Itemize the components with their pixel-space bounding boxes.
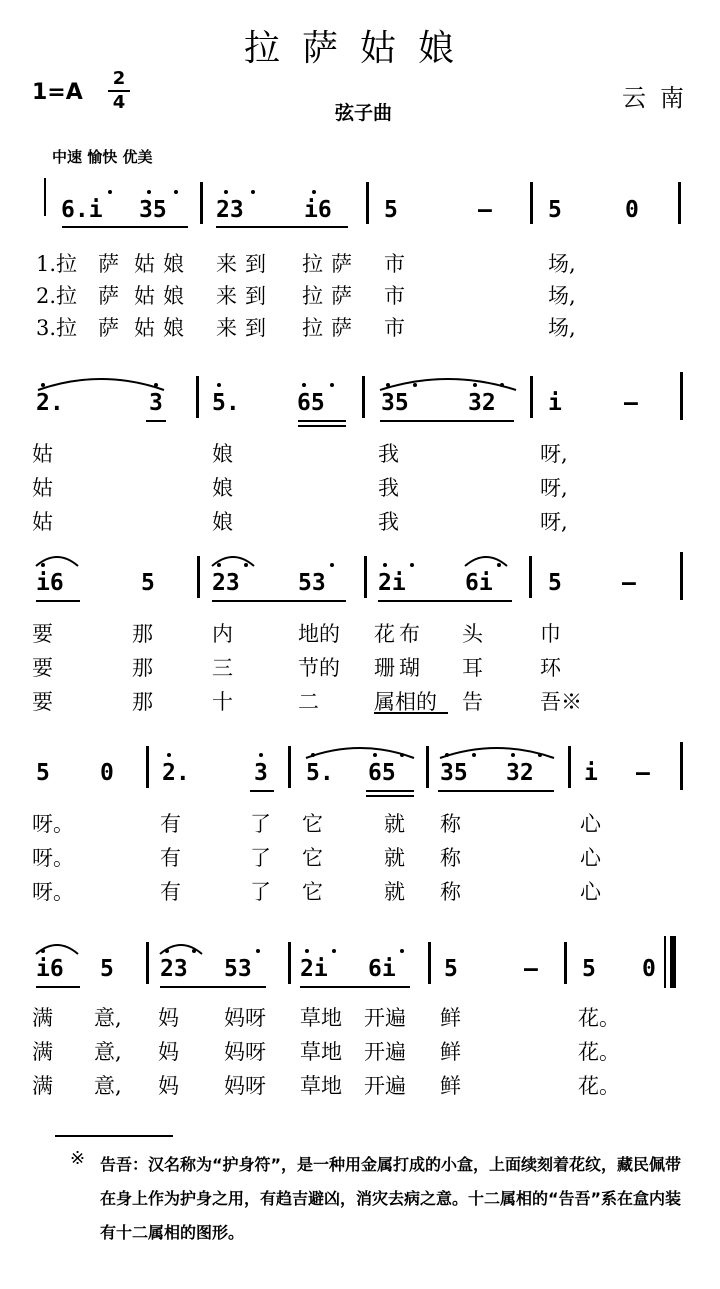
lyric: 1.拉 <box>36 252 78 276</box>
lyric: 心 <box>580 880 601 904</box>
lyric: 鲜 <box>440 1006 461 1030</box>
octave-dot <box>410 563 414 567</box>
lyric: 意, <box>94 1006 122 1030</box>
octave-dot <box>302 383 306 387</box>
slur <box>463 552 509 568</box>
lyric: 珊瑚 <box>374 656 424 680</box>
beam <box>146 420 166 422</box>
tempo-marking: 中速 愉快 优美 <box>52 148 153 166</box>
beam <box>160 986 266 988</box>
lyric: 我 <box>378 476 399 500</box>
slur <box>158 940 204 956</box>
lyric: 吾※ <box>540 690 582 714</box>
time-signature <box>108 70 130 112</box>
octave-dot <box>383 563 387 567</box>
note-group: 2i <box>300 956 328 982</box>
lyric: 来到 <box>216 284 274 308</box>
final-barline-thin <box>664 936 666 988</box>
lyric: 萨 <box>98 316 119 340</box>
final-barline-thick <box>670 936 676 988</box>
note-group: 6i <box>368 956 396 982</box>
lyric: 娘 <box>212 510 233 534</box>
lyric: 花。 <box>578 1074 620 1098</box>
beam <box>36 600 80 602</box>
note-group: 32 <box>468 390 496 416</box>
lyric: 姑 <box>32 510 53 534</box>
lyric: 了 <box>250 880 271 904</box>
slur <box>36 372 166 392</box>
footnote-text: 告吾：汉名称为“护身符”，是一种用金属打成的小盒，上面续刻着花纹，藏民佩带在身上作为护身之用，有趋吉避凶，消灾去病之意。十二属相的“告吾”系在盒内装有十二属相的图形。 <box>100 1155 682 1242</box>
octave-dot <box>41 383 45 387</box>
barline <box>530 182 533 224</box>
lyric: 妈 <box>158 1074 179 1098</box>
lyric: 呀。 <box>32 812 74 836</box>
lyric: 那 <box>132 656 153 680</box>
note-group: 65 <box>297 390 325 416</box>
lyric: 开遍 <box>364 1074 406 1098</box>
barline <box>680 742 683 790</box>
lyric: 头 <box>462 622 483 646</box>
lyric: 有 <box>160 880 181 904</box>
barline <box>426 746 429 788</box>
octave-dot <box>251 190 255 194</box>
octave-dot <box>400 753 404 757</box>
lyric: 十 <box>212 690 233 714</box>
barline <box>146 746 149 788</box>
time-signature-top: 2 <box>112 68 126 89</box>
slur <box>438 742 556 760</box>
lyric: 三 <box>212 656 233 680</box>
note: 5 <box>36 760 50 786</box>
octave-dot <box>167 753 171 757</box>
lyric: 巾 <box>540 622 561 646</box>
note-group: 35 <box>139 197 167 223</box>
lyric: 开遍 <box>364 1040 406 1064</box>
lyric: 意, <box>94 1074 122 1098</box>
footnote-rule <box>55 1135 173 1137</box>
octave-dot <box>497 563 501 567</box>
lyric-underline <box>374 712 448 714</box>
octave-dot <box>217 563 221 567</box>
note-group: 35 <box>440 760 468 786</box>
repeat-bracket <box>44 178 46 216</box>
song-title: 拉萨姑娘 <box>243 28 476 69</box>
octave-dot <box>41 949 45 953</box>
barline <box>288 746 291 788</box>
lyric: 花。 <box>578 1006 620 1030</box>
beam <box>36 986 80 988</box>
barline <box>364 556 367 598</box>
barline <box>196 376 199 418</box>
barline <box>146 942 149 984</box>
lyric: 有 <box>160 846 181 870</box>
beam <box>62 226 188 228</box>
lyric: 场, <box>548 316 576 340</box>
barline <box>568 746 571 788</box>
lyric: 草地 <box>300 1074 342 1098</box>
lyric: 心 <box>580 846 601 870</box>
lyric: 场, <box>548 252 576 276</box>
octave-dot <box>259 753 263 757</box>
beam <box>366 790 414 792</box>
lyric: 草地 <box>300 1006 342 1030</box>
lyric: 告 <box>462 690 483 714</box>
note: 5 <box>384 197 398 223</box>
note-group: 2i <box>378 570 406 596</box>
lyric: 节的 <box>298 656 340 680</box>
lyric: 环 <box>540 656 561 680</box>
note: 5 <box>141 570 155 596</box>
beam <box>212 600 346 602</box>
rest: 0 <box>100 760 114 786</box>
lyric: 妈呀 <box>224 1074 266 1098</box>
lyric: 拉萨 <box>302 316 360 340</box>
lyric: 鲜 <box>440 1074 461 1098</box>
lyric: 鲜 <box>440 1040 461 1064</box>
lyric: 称 <box>440 846 461 870</box>
octave-dot <box>312 190 316 194</box>
lyric: 二 <box>298 690 319 714</box>
barline <box>362 376 365 418</box>
lyric: 姑 <box>32 476 53 500</box>
lyric: 耳 <box>462 656 483 680</box>
barline <box>680 552 683 600</box>
lyric: 要 <box>32 656 53 680</box>
rest: 0 <box>642 956 656 982</box>
genre-label: 弦子曲 <box>335 102 393 124</box>
barline <box>530 376 533 418</box>
octave-dot <box>538 753 542 757</box>
note-group: 35 <box>381 390 409 416</box>
barline <box>428 942 431 984</box>
beam <box>438 790 554 792</box>
lyric: 妈 <box>158 1006 179 1030</box>
beam <box>300 986 410 988</box>
barline <box>197 556 200 598</box>
octave-dot <box>472 753 476 757</box>
lyric: 萨 <box>98 252 119 276</box>
barline <box>678 182 681 224</box>
lyric: 称 <box>440 880 461 904</box>
note: 5 <box>548 197 562 223</box>
beam-double <box>366 795 414 797</box>
note-group: 2. <box>162 760 190 786</box>
octave-dot <box>311 753 315 757</box>
lyric: 意, <box>94 1040 122 1064</box>
beam <box>216 226 348 228</box>
lyric: 称 <box>440 812 461 836</box>
lyric: 呀, <box>540 476 568 500</box>
lyric: 2.拉 <box>36 284 78 308</box>
region-label: 云南 <box>622 84 698 112</box>
lyric: 属相的 <box>374 690 437 714</box>
octave-dot <box>192 949 196 953</box>
octave-dot <box>413 383 417 387</box>
note-extension: – <box>524 956 538 982</box>
lyric: 场, <box>548 284 576 308</box>
note-extension: – <box>478 197 492 223</box>
note-extension: – <box>622 570 636 596</box>
lyric: 姑 <box>32 442 53 466</box>
lyric: 市 <box>384 284 405 308</box>
lyric: 就 <box>384 846 405 870</box>
note-group: 53 <box>298 570 326 596</box>
slur <box>304 742 416 760</box>
lyric: 那 <box>132 622 153 646</box>
footnote-mark: ※ <box>70 1148 86 1169</box>
note: i <box>584 760 598 786</box>
octave-dot <box>330 383 334 387</box>
octave-dot <box>165 949 169 953</box>
octave-dot <box>224 190 228 194</box>
note-group: 2. <box>36 390 64 416</box>
lyric: 姑娘 <box>134 316 192 340</box>
octave-dot <box>256 949 260 953</box>
key-signature: 1=A <box>32 80 83 105</box>
note-group: 53 <box>224 956 252 982</box>
octave-dot <box>330 563 334 567</box>
lyric: 拉萨 <box>302 284 360 308</box>
note: 5 <box>444 956 458 982</box>
note: 3 <box>254 760 268 786</box>
note-group: 23 <box>160 956 188 982</box>
lyric: 市 <box>384 316 405 340</box>
octave-dot <box>244 563 248 567</box>
note-group: 6.i <box>61 197 103 223</box>
note: 3 <box>149 390 163 416</box>
lyric: 了 <box>250 812 271 836</box>
lyric: 3.拉 <box>36 316 78 340</box>
octave-dot <box>500 383 504 387</box>
lyric: 满 <box>32 1040 53 1064</box>
note: 5 <box>548 570 562 596</box>
time-signature-bottom: 4 <box>112 92 126 113</box>
barline <box>200 182 203 224</box>
beam <box>380 420 514 422</box>
beam-double <box>298 425 346 427</box>
lyric: 内 <box>212 622 233 646</box>
lyric: 就 <box>384 812 405 836</box>
octave-dot <box>147 190 151 194</box>
octave-dot <box>400 949 404 953</box>
octave-dot <box>386 383 390 387</box>
note-group: i6 <box>36 570 64 596</box>
note-group: i6 <box>36 956 64 982</box>
lyric: 要 <box>32 622 53 646</box>
lyric: 来到 <box>216 316 274 340</box>
note-group: i6 <box>304 197 332 223</box>
barline <box>288 942 291 984</box>
note-group: 65 <box>368 760 396 786</box>
slur <box>34 940 80 956</box>
octave-dot <box>511 753 515 757</box>
octave-dot <box>217 383 221 387</box>
lyric: 呀, <box>540 510 568 534</box>
lyric: 呀。 <box>32 880 74 904</box>
lyric: 就 <box>384 880 405 904</box>
octave-dot <box>373 753 377 757</box>
lyric: 花布 <box>374 622 424 646</box>
lyric: 草地 <box>300 1040 342 1064</box>
octave-dot <box>41 563 45 567</box>
barline <box>680 372 683 420</box>
barline <box>529 556 532 598</box>
barline <box>564 942 567 984</box>
lyric: 妈呀 <box>224 1040 266 1064</box>
octave-dot <box>445 753 449 757</box>
octave-dot <box>332 949 336 953</box>
octave-dot <box>108 190 112 194</box>
note-extension: – <box>636 760 650 786</box>
beam <box>378 600 512 602</box>
lyric: 娘 <box>212 476 233 500</box>
octave-dot <box>174 190 178 194</box>
lyric: 它 <box>302 812 323 836</box>
lyric: 那 <box>132 690 153 714</box>
lyric: 萨 <box>98 284 119 308</box>
lyric: 心 <box>580 812 601 836</box>
lyric: 妈呀 <box>224 1006 266 1030</box>
lyric: 要 <box>32 690 53 714</box>
octave-dot <box>154 383 158 387</box>
note-group: 5. <box>212 390 240 416</box>
note: i <box>548 390 562 416</box>
slur <box>378 372 518 392</box>
lyric: 满 <box>32 1074 53 1098</box>
beam <box>298 420 346 422</box>
lyric: 开遍 <box>364 1006 406 1030</box>
note-group: 5. <box>306 760 334 786</box>
lyric: 有 <box>160 812 181 836</box>
lyric: 它 <box>302 880 323 904</box>
octave-dot <box>473 383 477 387</box>
lyric: 妈 <box>158 1040 179 1064</box>
octave-dot <box>305 949 309 953</box>
lyric: 姑娘 <box>134 284 192 308</box>
lyric: 我 <box>378 510 399 534</box>
lyric: 我 <box>378 442 399 466</box>
lyric: 它 <box>302 846 323 870</box>
note-group: 6i <box>465 570 493 596</box>
note: 5 <box>582 956 596 982</box>
rest: 0 <box>625 197 639 223</box>
lyric: 花。 <box>578 1040 620 1064</box>
lyric: 呀, <box>540 442 568 466</box>
note-extension: – <box>624 390 638 416</box>
lyric: 娘 <box>212 442 233 466</box>
note-group: 23 <box>216 197 244 223</box>
lyric: 市 <box>384 252 405 276</box>
lyric: 姑娘 <box>134 252 192 276</box>
lyric: 来到 <box>216 252 274 276</box>
note-group: 23 <box>212 570 240 596</box>
note: 5 <box>100 956 114 982</box>
lyric: 满 <box>32 1006 53 1030</box>
note-group: 32 <box>506 760 534 786</box>
beam <box>250 790 274 792</box>
lyric: 了 <box>250 846 271 870</box>
lyric: 地的 <box>298 622 340 646</box>
barline <box>366 182 369 224</box>
lyric: 拉萨 <box>302 252 360 276</box>
lyric: 呀。 <box>32 846 74 870</box>
